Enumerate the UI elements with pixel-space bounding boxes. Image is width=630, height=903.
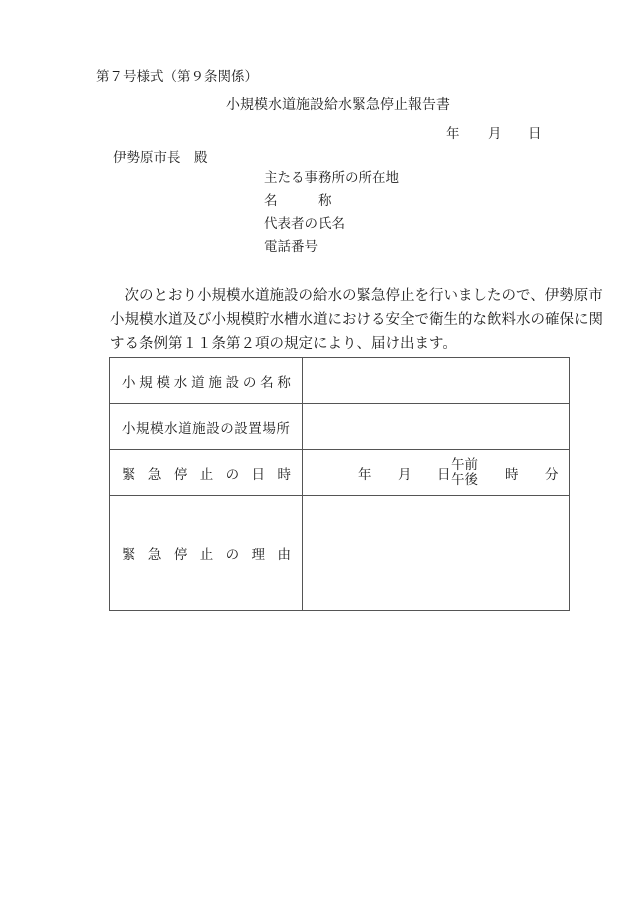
table-row-stop-reason <box>110 496 570 611</box>
pm-option[interactable]: 午後 <box>451 471 478 488</box>
table-row-facility-name <box>110 358 570 404</box>
label-chars: 小 規 模 水 道 施 設 の 名 称 <box>122 374 291 391</box>
am-pm-selector[interactable] <box>451 458 478 488</box>
stop-day-label: 日 <box>437 466 451 483</box>
stop-minute-label: 分 <box>545 466 559 483</box>
applicant-block <box>264 169 399 261</box>
facility-name-field[interactable] <box>303 358 570 404</box>
table-row-stop-datetime <box>110 450 570 496</box>
label-chars: 緊 急 停 止 の 日 時 <box>122 466 291 483</box>
date-day-label: 日 <box>528 126 542 142</box>
facility-location-field[interactable] <box>303 404 570 450</box>
am-option[interactable]: 午前 <box>451 456 478 473</box>
name-label: 名 称 <box>264 193 332 209</box>
body-paragraph <box>110 284 603 356</box>
date-year-label: 年 <box>446 126 460 142</box>
form-number: 第７号様式（第９条関係） <box>96 69 258 85</box>
report-table <box>109 357 570 611</box>
table-row-facility-location <box>110 404 570 450</box>
body-line: する条例第１１条第２項の規定により、届け出ます。 <box>110 336 457 352</box>
body-line: 次のとおり小規模水道施設の給水の緊急停止を行いましたので、伊勢原市 <box>110 288 603 304</box>
stop-datetime-field[interactable] <box>303 450 570 496</box>
label-chars: 緊 急 停 止 の 理 由 <box>122 547 291 563</box>
office-location-label: 主たる事務所の所在地 <box>264 170 399 186</box>
body-line: 小規模水道及び小規模貯水槽水道における安全で衛生的な飲料水の確保に関 <box>110 312 603 328</box>
stop-reason-label <box>110 496 303 611</box>
stop-datetime-label <box>110 450 303 496</box>
stop-hour-label: 時 <box>505 466 519 483</box>
stop-year-label: 年 <box>358 466 372 483</box>
stop-month-label: 月 <box>398 466 412 483</box>
representative-name-label: 代表者の氏名 <box>264 216 345 232</box>
document-title: 小規模水道施設給水緊急停止報告書 <box>226 97 450 113</box>
label-chars: 小 規 模 水 道 施 設 の 設 置 場 所 <box>122 420 290 437</box>
facility-name-label <box>110 358 303 404</box>
facility-location-label <box>110 404 303 450</box>
phone-number-label: 電話番号 <box>264 239 318 255</box>
addressee: 伊勢原市長 殿 <box>113 150 208 166</box>
date-month-label: 月 <box>488 126 502 142</box>
stop-reason-field[interactable] <box>303 496 570 611</box>
